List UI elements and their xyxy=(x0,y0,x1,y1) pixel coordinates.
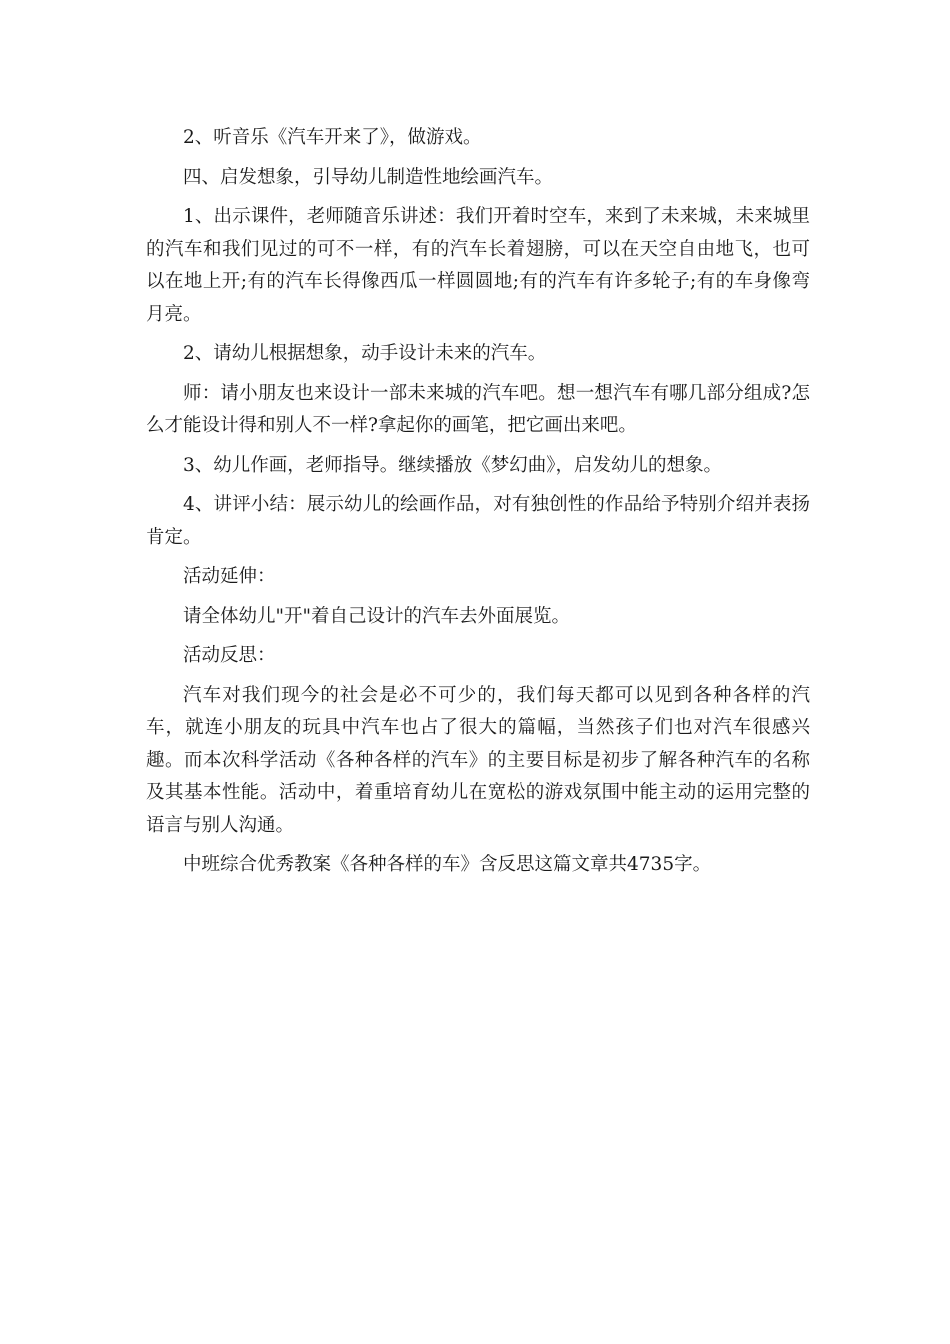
paragraph-design-car: 2、请幼儿根据想象，动手设计未来的汽车。 xyxy=(183,343,547,364)
paragraph-teacher-prompt: 师：请小朋友也来设计一部未来城的汽车吧。想一想汽车有哪几部分组成?怎么才能设计得和别人不一样?拿起你的画笔，把它画出来吧。 xyxy=(146,382,810,436)
paragraph-section-four-heading: 四、启发想象，引导幼儿制造性地绘画汽车。 xyxy=(183,166,554,188)
paragraph-children-drawing: 3、幼儿作画，老师指导。继续播放《梦幻曲》，启发幼儿的想象。 xyxy=(183,454,723,476)
paragraph-reflection-body: 汽车对我们现今的社会是必不可少的，我们每天都可以见到各种各样的汽车，就连小朋友的玩具中汽车也占了很大的篇幅，当然孩子们也对汽车很感兴趣。而本次科学活动《各种各样的汽车》的主要目标是初步了解各种汽车的名称及其基本性能。活动中，着重培育幼儿在宽松的游戏氛围中能主动的运用完整的语言与别人沟通。 xyxy=(146,684,810,836)
paragraph-courseware-story: 1、出示课件，老师随音乐讲述：我们开着时空车，来到了未来城，未来城里的汽车和我们见过的可不一样，有的汽车长着翅膀，可以在天空自由地飞，也可以在地上开;有的汽车长得像西瓜一样圆圆地;有的汽车有许多轮子;有的车身像弯月亮。 xyxy=(146,206,810,325)
paragraph-word-count: 中班综合优秀教案《各种各样的车》含反思这篇文章共4735字。 xyxy=(183,854,712,875)
paragraph-reflection-heading: 活动反思： xyxy=(183,645,276,666)
paragraph-music-game: 2、听音乐《汽车开来了》，做游戏。 xyxy=(183,127,482,148)
paragraph-extension-heading: 活动延伸： xyxy=(183,566,276,587)
paragraph-extension-body: 请全体幼儿"开"着自己设计的汽车去外面展览。 xyxy=(183,605,571,627)
paragraph-review-summary: 4、讲评小结：展示幼儿的绘画作品，对有独创性的作品给予特别介绍并表扬肯定。 xyxy=(146,494,810,548)
